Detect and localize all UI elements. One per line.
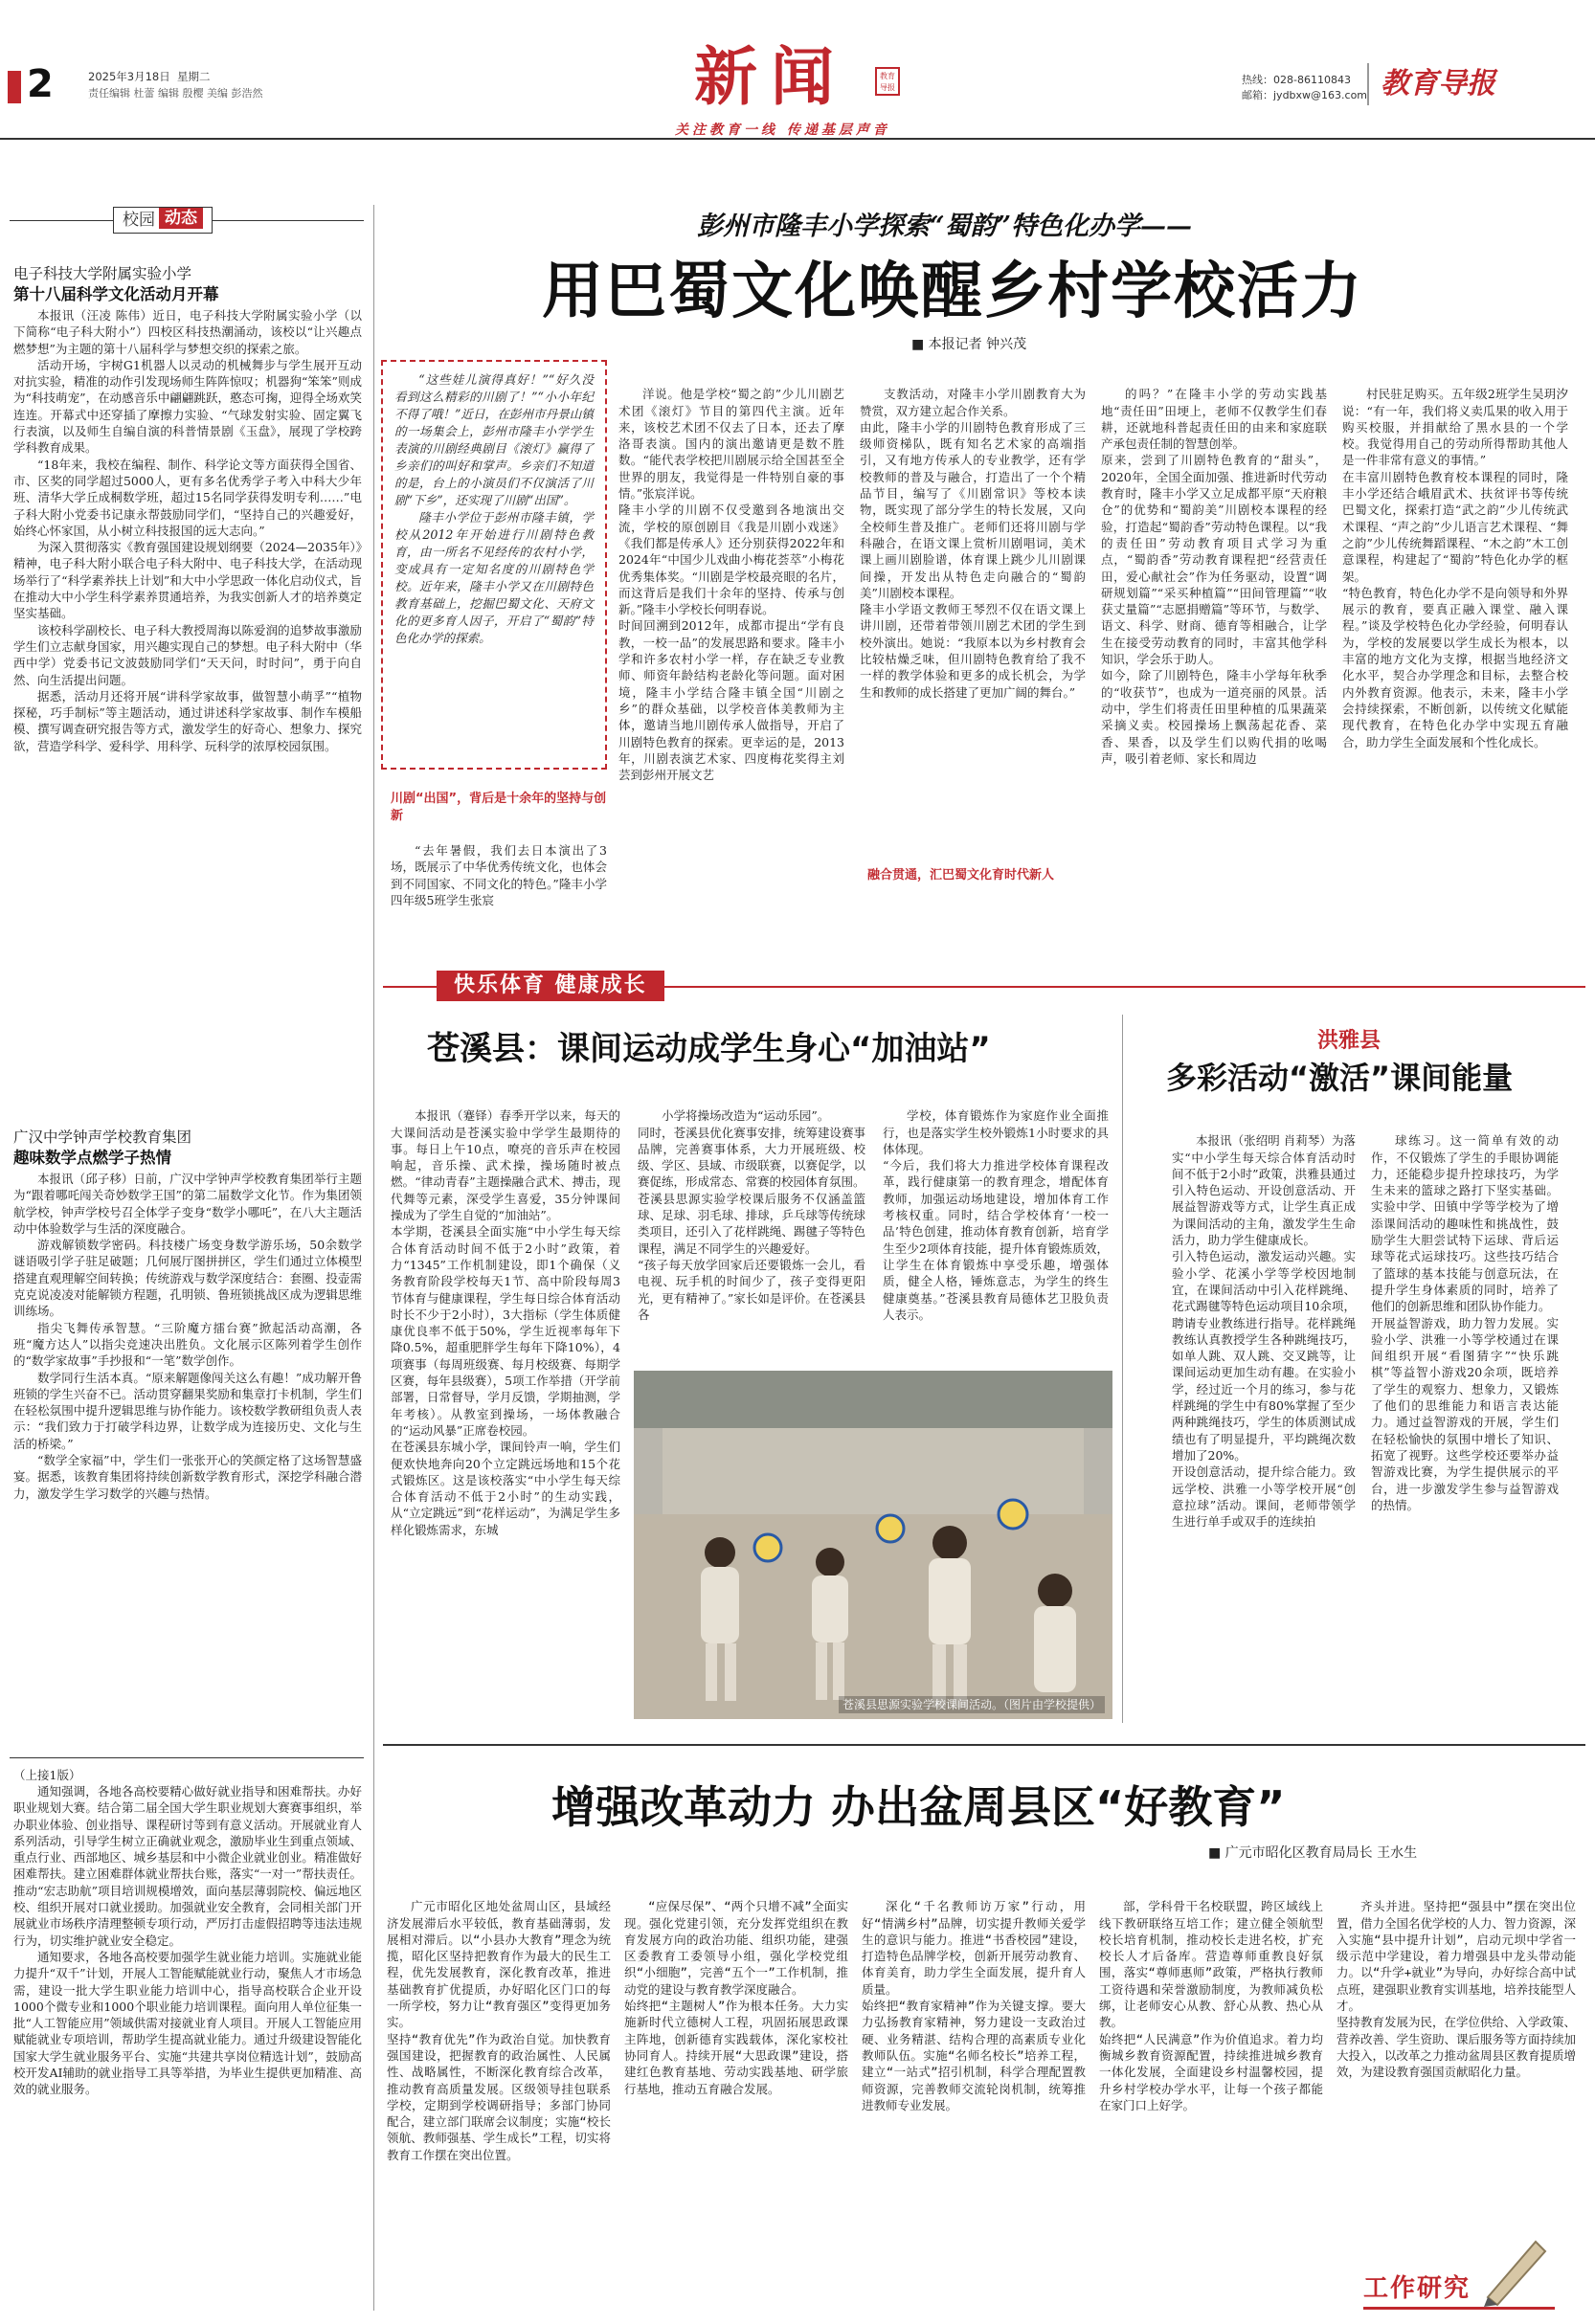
article-title: 趣味数学点燃学子热情 xyxy=(13,1149,171,1167)
para: 村民驻足购买。五年级2班学生吴玥汐说：“有一年，我们将义卖瓜果的收入用于购买校服，并捐献给了黑水县的一个学校。我觉得用自己的劳动所得帮助其他人是一件非常有意义的事情。” 在丰富川剧特色教育校本课程的同时，隆丰小学还结合峨眉武术、扶贫评书等传统巴蜀文化，探索打造“武之韵”少儿传统武术课程、“声之韵”少儿语言艺术课程、“舞之韵”少儿传统舞蹈课程、“木之韵”木工创意课程，构建起了“蜀韵”特色化办学的框架。 “特色教育，特色化办学不是向领导和外界展示的教育，要真正融入课堂、融入课程。”谈及学校特色化办学经验，何明春认为，学校的发展要以学生成长为根本，以丰富的地方文化为支撑，根据当地经济文化水平，契合办学理念和目标，去整合校内外教育资源。他表示，未来，隆丰小学会持续探索，不断创新，以传统文化赋能现代教育，在特色化办学中实现五育融合，助力学生全面发展和个性化成长。 xyxy=(1342,387,1568,749)
work-research-badge xyxy=(1363,2230,1578,2314)
para: 为深入贯彻落实《教育强国建设规划纲要（2024—2035年）》精神，电子科大附小联合电子科大附中、电子科技大学，在活动现场举行了“科学素养扶上计划”和大中小学思政一体化启动仪式，旨在推动大中小学生科学素养贯通培养，为我实创新人才的培养奠定坚实基础。 xyxy=(13,540,362,621)
page-header xyxy=(0,0,1595,144)
header-rule xyxy=(0,138,1595,140)
bottom-col-5 xyxy=(1337,1882,1576,2215)
article-title: 第十八届科学文化活动月开幕 xyxy=(13,285,219,303)
para: 的吗？”在隆丰小学的劳动实践基地“责任田”田埂上，老师不仅教学生们春耕，还就地科普起责任田的由来和家庭联产承包责任制的智慧创举。 原来，尝到了川剧特色教育的“甜头”，2020年，全国全面加强、推进新时代劳动教育时，隆丰小学又立足成都平原“天府粮仓”的优势和“蜀韵美”川剧校本课程的经验，打造起“蜀韵香”劳动特色课程。以“我的责任田”劳动教育项目式学习为重点，“蜀韵香”劳动教育课程把“经营责任田，爱心献社会”作为任务驱动，设置“调研规划篇”“采买种植篇”“田间管理篇”“收获丈量篇”“志愿捐赠篇”等环节，与数学、语文、科学、财商、德育等相融合，让学生在接受劳动教育的同时，丰富其他学科知识，学会乐于助人。 如今，除了川剧特色，隆丰小学每年秋季的“收获节”，也成为一道亮丽的风景。活动中，学生们将责任田里种植的瓜果蔬菜采摘义卖。校园操场上飘荡起花香、菜香、果香，以及学生们以购代捐的吆喝声，吸引着老师、家长和周边 xyxy=(1101,387,1327,766)
mid-divider xyxy=(1122,1015,1123,1723)
brand-name: 教育导报 xyxy=(1381,67,1495,101)
mid-article-2-title: 多彩活动“激活”课间能量 xyxy=(1166,1060,1514,1096)
mid-a1-col-1 xyxy=(391,1091,620,1721)
lead-title: 用巴蜀文化唤醒乡村学校活力 xyxy=(542,257,1363,327)
badge-text: 工作研究 xyxy=(1363,2274,1471,2303)
bottom-top-rule xyxy=(383,1744,1585,1746)
mid-a1-col-2 xyxy=(638,1091,865,1369)
bottom-col-2 xyxy=(624,1882,848,2314)
para: 活动开场，宇树G1机器人以灵动的机械舞步与学生展开互动对抗实验，精准的动作引发现场师生阵阵惊叹；机器狗“笨笨”则成为“科技萌宠”，在动感音乐中翩翩跳跃，憨态可掬，迎得全场欢笑连连。开幕式中还穿插了摩擦力实验、“气球发射实验、固定翼飞行表演，以及师生自编自演的科普情景剧《玉盘》，展现了学校跨学科教育成果。 xyxy=(13,357,362,456)
lead-kicker: 彭州市隆丰小学探索“蜀韵”特色化办学—— xyxy=(697,212,1193,241)
para: 广元市昭化区地处盆周山区，县域经济发展滞后水平较低，教育基础薄弱，发展相对滞后。以“小县办大教育”理念为统揽，昭化区坚持把教育作为最大的民生工程，优先发展教育，深化教育改革，推进基础教育扩优提质，办好昭化区门口的每一所学校，努力让“教育强区”变得更加务实。 坚持“教育优先”作为政治自觉。加快教育强国建设，把握教育的政治属性、人民属性、战略属性，不断深化教育综合改革，推动教育高质量发展。区级领导挂包联系学校，定期到学校调研指导；多部门协同配合，建立部门联席会议制度；实施“校长领航、教师强基、学生成长”工程，切实将教育工作摆在突出位置。 xyxy=(387,1899,611,2162)
slogan: 关注教育一线 传递基层声音 xyxy=(675,123,890,138)
lead-col-5 xyxy=(1342,369,1568,944)
para: 球练习。这一简单有效的动作，不仅锻炼了学生的手眼协调能力，还能稳步提升控球技巧，为学生未来的篮球之路打下坚实基础。实验中学、田镇中学等学校为了增添课间活动的趣味性和挑战性，鼓励学生大胆尝试特下运球、背后运球等花式运球技巧。这些技巧结合了篮球的基本技能与创意玩法，在提升学生身体素质的同时，培养了他们的创新思维和团队协作能力。 开展益智游戏，助力智力发展。实验小学、洪雅一小等学校通过在课间组织开展“看图猜字”“快乐跳棋”等益智小游戏20余项，既培养了学生的观察力、想象力，又锻炼了他们的思维能力和语言表达能力。通过益智游戏的开展，学生们在轻松愉快的氛围中增长了知识、拓宽了视野。这些学校还要举办益智游戏比赛，为学生提供展示的平台，进一步激发学生参与益智游戏的热情。 xyxy=(1371,1133,1559,1512)
campus-label xyxy=(10,205,364,237)
para: 数学同行生活本真。“原来解题像闯关这么有趣！”成功解开鲁班锁的学生兴奋不已。活动贯穿翻果奖励和集章打卡机制，学生们在轻松氛围中提升逻辑思维与协作能力。该校数学教研组负责人表示：“我们致力于打破学科边界，让数学成为连接历史、文化与生活的桥梁。” xyxy=(13,1370,362,1451)
bottom-byline: ■ 广元市昭化区教育局局长 王水生 xyxy=(1208,1845,1418,1861)
para: 该校科学副校长、电子科大教授周海以陈爱润的追梦故事激励学生们立志献身国家，用兴趣实现自己的梦想。电子科大附中（华西中学）党委书记文波鼓励同学们“天天问，时时问”，勇于向自然、向生活提出问题。 xyxy=(13,622,362,687)
para: “去年暑假，我们去日本演出了3场，既展示了中华优秀传统文化，也体会到不同国家、不同文化的特色。”隆丰小学四年级5班学生张宸 xyxy=(391,843,607,907)
mid-article-2-kicker: 洪雅县 xyxy=(1317,1029,1382,1053)
brand-logo xyxy=(1367,63,1369,105)
quote-para: 隆丰小学位于彭州市隆丰镇，学校从2012年开始进行川剧特色教育，由一所名不见经传的农村小学，变成具有一定知名度的川剧特色学校。近年来，隆丰小学又在川剧特色教育基础上，挖掘巴蜀文化、天府文化的更多育人因子，开启了“蜀韵”特色化办学的探索。 xyxy=(394,510,594,645)
page-number-tab xyxy=(8,71,21,103)
email: 邮箱：jydbxw@163.com xyxy=(1242,89,1368,101)
contact-info xyxy=(1242,73,1367,103)
para: 支教活动，对隆丰小学川剧教育大为赞赏，双方建立起合作关系。 由此，隆丰小学的川剧特色教育形成了三级师资梯队，既有知名艺术家的高端指引，又有地方传承人的专业教学，还有学校教师的普及与融合，打造出了一个个精品节目，编写了《川剧常识》等校本读物，既实现了部分学生的特长发展，又向全校师生普及推广。老师们还将川剧与学科融合，在语文课上赏析川剧唱词，美术课上画川剧脸谱，体育课上跳少儿川剧课间操，开发出从特色走向融合的“蜀韵美”川剧校本课程。 隆丰小学语文教师王琴烈不仅在语文课上讲川剧，还带着带领川剧艺术团的学生到校外演出。她说：“我原本以为乡村教育会比较枯燥乏味，但川剧特色教育给了我不一样的教学体验和更多的成长机会，为学生和教师的成长搭建了更加广阔的舞台。” xyxy=(860,387,1086,700)
section-title xyxy=(680,38,900,124)
campus-label-b: 动态 xyxy=(159,208,203,229)
hotline: 热线：028-86110843 xyxy=(1242,74,1351,86)
para: 部，学科骨干名校联盟，跨区域线上线下教研联络互培工作；建立健全领航型校长培育机制，推动校长走进名校，扩充校长人才后备库。营造尊师重教良好氛围，落实“尊师惠师”政策，严格执行教师工资待遇和荣誉激励制度，为教师减负松绑，让老师安心从教、舒心从教、热心从教。 始终把“人民满意”作为价值追求。着力均衡城乡教育资源配置，持续推进城乡教育一体化发展，全面建设乡村温馨校园，提升乡村学校办学水平，让每一个孩子都能在家门口上好学。 xyxy=(1099,1899,1323,2112)
editors: 责任编辑 杜蕾 编辑 殷樱 美编 彭浩然 xyxy=(88,87,263,100)
mid-banner xyxy=(383,971,1585,1003)
photo-caption: 苍溪县思源实验学校课间活动。（图片由学校提供） xyxy=(839,1696,1105,1713)
mid-a2-col-1 xyxy=(1172,1116,1356,1719)
campus-article-1 xyxy=(13,264,362,1077)
lead-col-4 xyxy=(1101,369,1327,944)
campus-article-2 xyxy=(13,1128,362,1687)
para: 据悉，活动月还将开展“讲科学家故事，做智慧小萌孚”“植物探秘，巧手制标”等主题活动，通过讲述科学家故事、制作车模船模、撰写调查研究报告等方式，激发学生的好奇心、想象力、探究欲，营造学科学、爱科学、用科学、玩科学的浓厚校园氛围。 xyxy=(13,688,362,753)
lead-col-3 xyxy=(860,369,1086,867)
bottom-title: 增强改革动力 办出盆周县区“好教育” xyxy=(551,1781,1286,1833)
para: 本报讯（邱子移）日前，广汉中学钟声学校教育集团举行主题为“跟着哪吒闯关奇妙数学王国”的第二届数学文化节。作为集团领航学校，钟声学校号召全体学子变身“数学小哪吒”，在八大主题活动中体验数学与生活的深度融合。 xyxy=(13,1172,362,1236)
para: 通知强调，各地各高校要精心做好就业指导和困难帮扶。办好职业规划大赛。结合第二届全国大学生职业规划大赛赛事组织，举办职业体验、创业指导、课程研讨等到有意义活动。开展就业育人系列活动，引导学生树立正确就业观念，激励毕业生到重点领域、重点行业、西部地区、城乡基层和中小微企业就业创业。精准做好困难帮扶。建立困难群体就业帮扶台账，落实“一对一”帮扶责任。推动“宏志助航”项目培训规模增效，面向基层薄弱院校、偏远地区校、组织开展对口就业援助。加强就业安全教育，会同相关部门开展就业市场秩序清理整顿专项行动，严厉打击虚假招聘等违法违规行为，切实维护就业安全稳定。 xyxy=(13,1784,362,1948)
page-number-text: 2 xyxy=(27,62,54,106)
para: “数学全家福”中，学生们一张张开心的笑颜定格了这场智慧盛宴。据悉，该教育集团将持续创新数学教育形式，深挖学科融合潜力，激发学生学习数学的兴趣与热情。 xyxy=(13,1453,362,1501)
section-title-text: 新闻 xyxy=(694,39,847,114)
para: “应保尽保”、“两个只增不减”全面实现。强化党建引领，充分发挥党组织在教育发展方向的政治功能、组织功能，建强区委教育工委领导小组，强化学校党组织“小细胞”，完善“五个一”工作机制，推动党的建设与教育教学深度融合。 始终把“主题树人”作为根本任务。大力实施新时代立德树人工程，巩固拓展思政课主阵地，创新德育实践载体，深化家校社协同育人。持续开展“大思政课”建设，搭建红色教育基地、劳动实践基地、研学旅行基地，推动五育融合发展。 xyxy=(624,1899,848,2096)
sports-photo xyxy=(634,1371,1112,1719)
lead-quote-box xyxy=(381,360,607,770)
bottom-col-3 xyxy=(862,1882,1086,2314)
photo-illustration xyxy=(634,1371,1112,1719)
pen-icon xyxy=(1478,2230,1555,2307)
para: 本报讯（汪凌 陈伟）近日，电子科技大学附属实验小学（以下简称“电子科大附小”）四校区科技热潮涌动，该校以“让兴趣点燃梦想”为主题的第十八届科学与梦想交织的探索之旅。 xyxy=(13,308,362,356)
left-divider xyxy=(10,1757,364,1758)
mid-a2-col-2 xyxy=(1371,1116,1559,1719)
column-divider xyxy=(373,205,374,2311)
issue-date xyxy=(88,69,211,84)
seal-stamp: 教育导报 xyxy=(875,67,900,96)
quote-para: “这些娃儿演得真好！”“好久没看到这么精彩的川剧了！”“小小年纪不得了哦！”近日，在彭州市丹景山镇的一场集会上，彭州市隆丰小学学生表演的川剧经典剧目《滚灯》赢得了乡亲们的叫好和掌声。乡亲们不知道的是，台上的小演员们不仅演活了川剧“下乡”，还实现了川剧“出国”。 xyxy=(394,372,594,507)
banner-text: 快乐体育 健康成长 xyxy=(437,971,664,1001)
para: 本报讯（张绍明 肖莉琴）为落实“中小学生每天综合体育活动时间不低于2小时”政策，洪雅县通过引入特色运动、开设创意活动、开展益智游戏等方式，让学生真正成为课间活动的主角，激发学生生命活力，助力学生健康成长。 引入特色运动，激发运动兴趣。实验小学、花溪小学等学校因地制宜，在课间活动中引入花样跳绳、花式踢毽等特色运动项目10余项，聘请专业教练进行指导。花样跳绳教练认真教授学生各种跳绳技巧，如单人跳、双人跳、交叉跳等，让课间运动更加生动有趣。在实验小学，经过近一个月的练习，参与花样跳绳的学生中有80%掌握了至少两种跳绳技巧，学生的体质测试成绩也有了明显提升，平均跳绳次数增加了20%。 开设创意活动，提升综合能力。致远学校、洪雅一小等学校开展“创意拉球”活动。课间，老师带领学生进行单手或双手的连续拍 xyxy=(1172,1133,1356,1530)
continuation: （上接1版） xyxy=(13,1768,81,1782)
para: 齐头并进。坚持把“强县中”摆在突出位置，借力全国名优学校的人力、智力资源，深入实施“县中提升计划”，启动元坝中学省一级示范中学建设，着力增强县中龙头带动能力。以“升学+就业”为导向，办好综合高中试点班，建强职业教育实训基地，培养技能型人才。 坚持教育发展为民，在学位供给、入学政策、营养改善、学生资助、课后服务等方面持续加大投入，以改革之力推动盆周县区教育提质增效，为建设教育强国贡献昭化力量。 xyxy=(1337,1899,1576,2080)
date: 2025年3月18日 xyxy=(88,70,170,83)
para: 洋说。他是学校“蜀之韵”少儿川剧艺术团《滚灯》节目的第四代主演。近年来，该校艺术团不仅去了日本，还去了摩洛哥表演。国内的演出邀请更是数不胜数。“能代表学校把川剧展示给全国甚至全世界的朋友，我觉得是一件特别自豪的事情。”张宸洋说。 隆丰小学的川剧不仅受邀到各地演出交流，学校的原创剧目《我是川剧小戏迷》《我们都是传承人》还分别获得2022年和2024年“中国少儿戏曲小梅花荟萃”小梅花优秀集体奖。“川剧是学校最亮眼的名片，而这背后是我们十余年的坚持、传承与创新。”隆丰小学校长何明春说。 时间回溯到2012年，成都市提出“学有良教，一校一品”的发展思路和要求。隆丰小学和许多农村小学一样，存在缺乏专业教师、师资年龄结构老龄化等问题。面对困境，隆丰小学结合隆丰镇全国“川剧之乡”的群众基础，以学校音体美教师为主体，邀请当地川剧传承人做指导，开启了川剧特色教育的探索。更幸运的是，2013年，川剧表演艺术家、四度梅花奖得主刘芸到彭州开展文艺 xyxy=(618,387,844,783)
lead-col-1-tail xyxy=(391,842,607,942)
article-body xyxy=(13,307,362,1077)
article-body xyxy=(13,1783,362,2319)
para: 本报讯（蹇铎）春季开学以来，每天的大课间活动是苍溪实验中学学生最期待的事。每日上午10点，嘹亮的音乐声在校园响起，音乐操、武术操，操场随时被点燃。“律动青春”主题操融合武术、搏击，现代舞等元素，深受学生喜爱，35分钟课间操成为了学生自觉的“加油站”。 本学期，苍溪县全面实施“中小学生每天综合体育活动时间不低于2小时”政策，着力“1345”工作机制建设，即1个确保（义务教育阶段学校每天1节、高中阶段每周3节体育与健康课程，学生每日综合体育活动时长不少于2小时），3大指标（学生体质健康优良率不低于50%，学生近视率每年下降0.5%，超重肥胖学生每年下降10%），4项赛事（每周班级赛、每月校级赛、每期学区赛，每年县级赛），5项工作举措（开学前部署，日常督导，学月反馈，学期抽测，学年考核）。从教室到操场，一场体教融合的“运动风暴”正席卷校园。 在苍溪县东城小学，课间铃声一响，学生们便欢快地奔向20个立定跳远场地和15个花式锻炼区。这是该校落实“中小学生每天综合体育活动不低于2小时”的生动实践，从“立定跳远”到“花样运动”，为满足学生多样化锻炼需求，东城 xyxy=(391,1108,620,1537)
article-subtitle: 广汉中学钟声学校教育集团 xyxy=(13,1128,192,1146)
lead-subhead-2: 融合贯通，汇巴蜀文化育时代新人 xyxy=(867,868,1055,883)
bottom-col-1 xyxy=(387,1882,611,2314)
page-number xyxy=(8,62,59,109)
lead-subhead-1: 川剧“出国”，背后是十余年的坚持与创新 xyxy=(391,792,607,823)
para: 小学将操场改造为“运动乐园”。 同时，苍溪县优化赛事安排，统筹建设赛事品牌，完善赛事体系，大力开展班级、校级、学区、县域、市级联赛，以赛促学，以赛促练，形成常态、常赛的校园体育氛围。 苍溪县思源实验学校课后服务不仅涵盖篮球、足球、羽毛球、排球，乒乓球等传统球类项目，还引入了花样跳绳、踢毽子等特色课程，满足不同学生的兴趣爱好。 “孩子每天放学回家后还要锻炼一会儿，看电视、玩手机的时间少了，孩子变得更阳光，更有精神了。”家长如是评价。在苍溪县各 xyxy=(638,1108,865,1322)
para: “18年来，我校在编程、制作、科学论文等方面获得全国省、市、区奖的同学超过5000人，更有多名优秀学子考入中科大少年班、清华大学丘成桐数学班，超过15名同学获得发明专利……”电子科大附小党委书记康永帮鼓励同学们，“坚持自己的兴趣爱好，始终心怀家国，从小树立科技报国的远大志向。” xyxy=(13,457,362,538)
lead-col-2 xyxy=(618,369,844,944)
bottom-col-4 xyxy=(1099,1882,1323,2314)
mid-a1-col-3 xyxy=(883,1091,1109,1369)
campus-article-3 xyxy=(13,1767,362,2319)
badge-underline xyxy=(1363,2307,1555,2310)
para: 深化“千名教师访万家”行动，用好“情满乡村”品牌，切实提升教师关爱学生的意识与能力。推进“书香校园”建设，打造特色品牌学校，创新开展劳动教育、体育美育，助力学生全面发展，提升育人质量。 始终把“教育家精神”作为关键支撑。要大力弘扬教育家精神，努力建设一支政治过硬、业务精湛、结构合理的高素质专业化教师队伍。实施“名师名校长”培养工程，建立“一站式”招引机制，科学合理配置教师资源，完善教师交流轮岗机制，统筹推进教师专业发展。 xyxy=(862,1899,1086,2112)
para: 学校，体育锻炼作为家庭作业全面推行，也是落实学生校外锻炼1小时要求的具体体现。 “今后，我们将大力推进学校体育课程改革，践行健康第一的教育理念，增配体育教师，加强运动场地建设，增加体育工作考核权重。同时，结合学校体育‘一校一品’特色创建，推动体育教育创新，培育学生至少2项体育技能，提升体育锻炼质效，让学生在体育锻炼中享受乐趣，增强体质，健全人格，锤炼意志，为学生的终生健康奠基。”苍溪县教育局德体艺卫股负责人表示。 xyxy=(883,1108,1109,1322)
article-subtitle: 电子科技大学附属实验小学 xyxy=(13,265,192,282)
campus-label-a: 校园 xyxy=(123,211,155,230)
para: 通知要求，各地各高校要加强学生就业能力培训。实施就业能力提升“双千”计划，开展人工智能赋能就业行动，聚焦人才市场急需，建设一批大学生职业能力培训中心，指导高校联合企业开设1000个微专业和1000个职业能力培训课程。面向用人单位征集一批“人工智能应用”领域供需对接就业育人项目。开展人工智能应用赋能就业专项培训，帮助学生提高就业能力。通过升级建设智能化国家大学生就业服务平台、实施“共建共享岗位精选计划”，鼓励高校开发AI辅助的就业指导工具等举措，为毕业生提供更加精准、高效的就业服务。 xyxy=(13,1949,362,2097)
article-body xyxy=(13,1171,362,1687)
para: 游戏解锁数学密码。科技楼广场变身数学游乐场，50余数学谜语吸引学子驻足破题；几何展厅图拼拼区，学生们通过立体模型搭建直观理解空间转换；传统游戏与数学深度结合：套圈、投壶需克克说凌凌对能解锁方程题，孔明锁、鲁班锁挑战区成为逻辑思维训练场。 xyxy=(13,1238,362,1319)
para: 指尖飞舞传承智慧。“三阶魔方擂台赛”掀起活动高潮，各班“魔方达人”以指尖竞速决出胜负。文化展示区陈列着学生创作的“数学家故事”手抄报和“一笔”数学创作。 xyxy=(13,1320,362,1369)
lead-byline: ■ 本报记者 钟兴茂 xyxy=(911,337,1027,352)
weekday: 星期二 xyxy=(177,70,211,83)
mid-article-1-title: 苍溪县：课间运动成学生身心“加油站” xyxy=(427,1030,991,1068)
